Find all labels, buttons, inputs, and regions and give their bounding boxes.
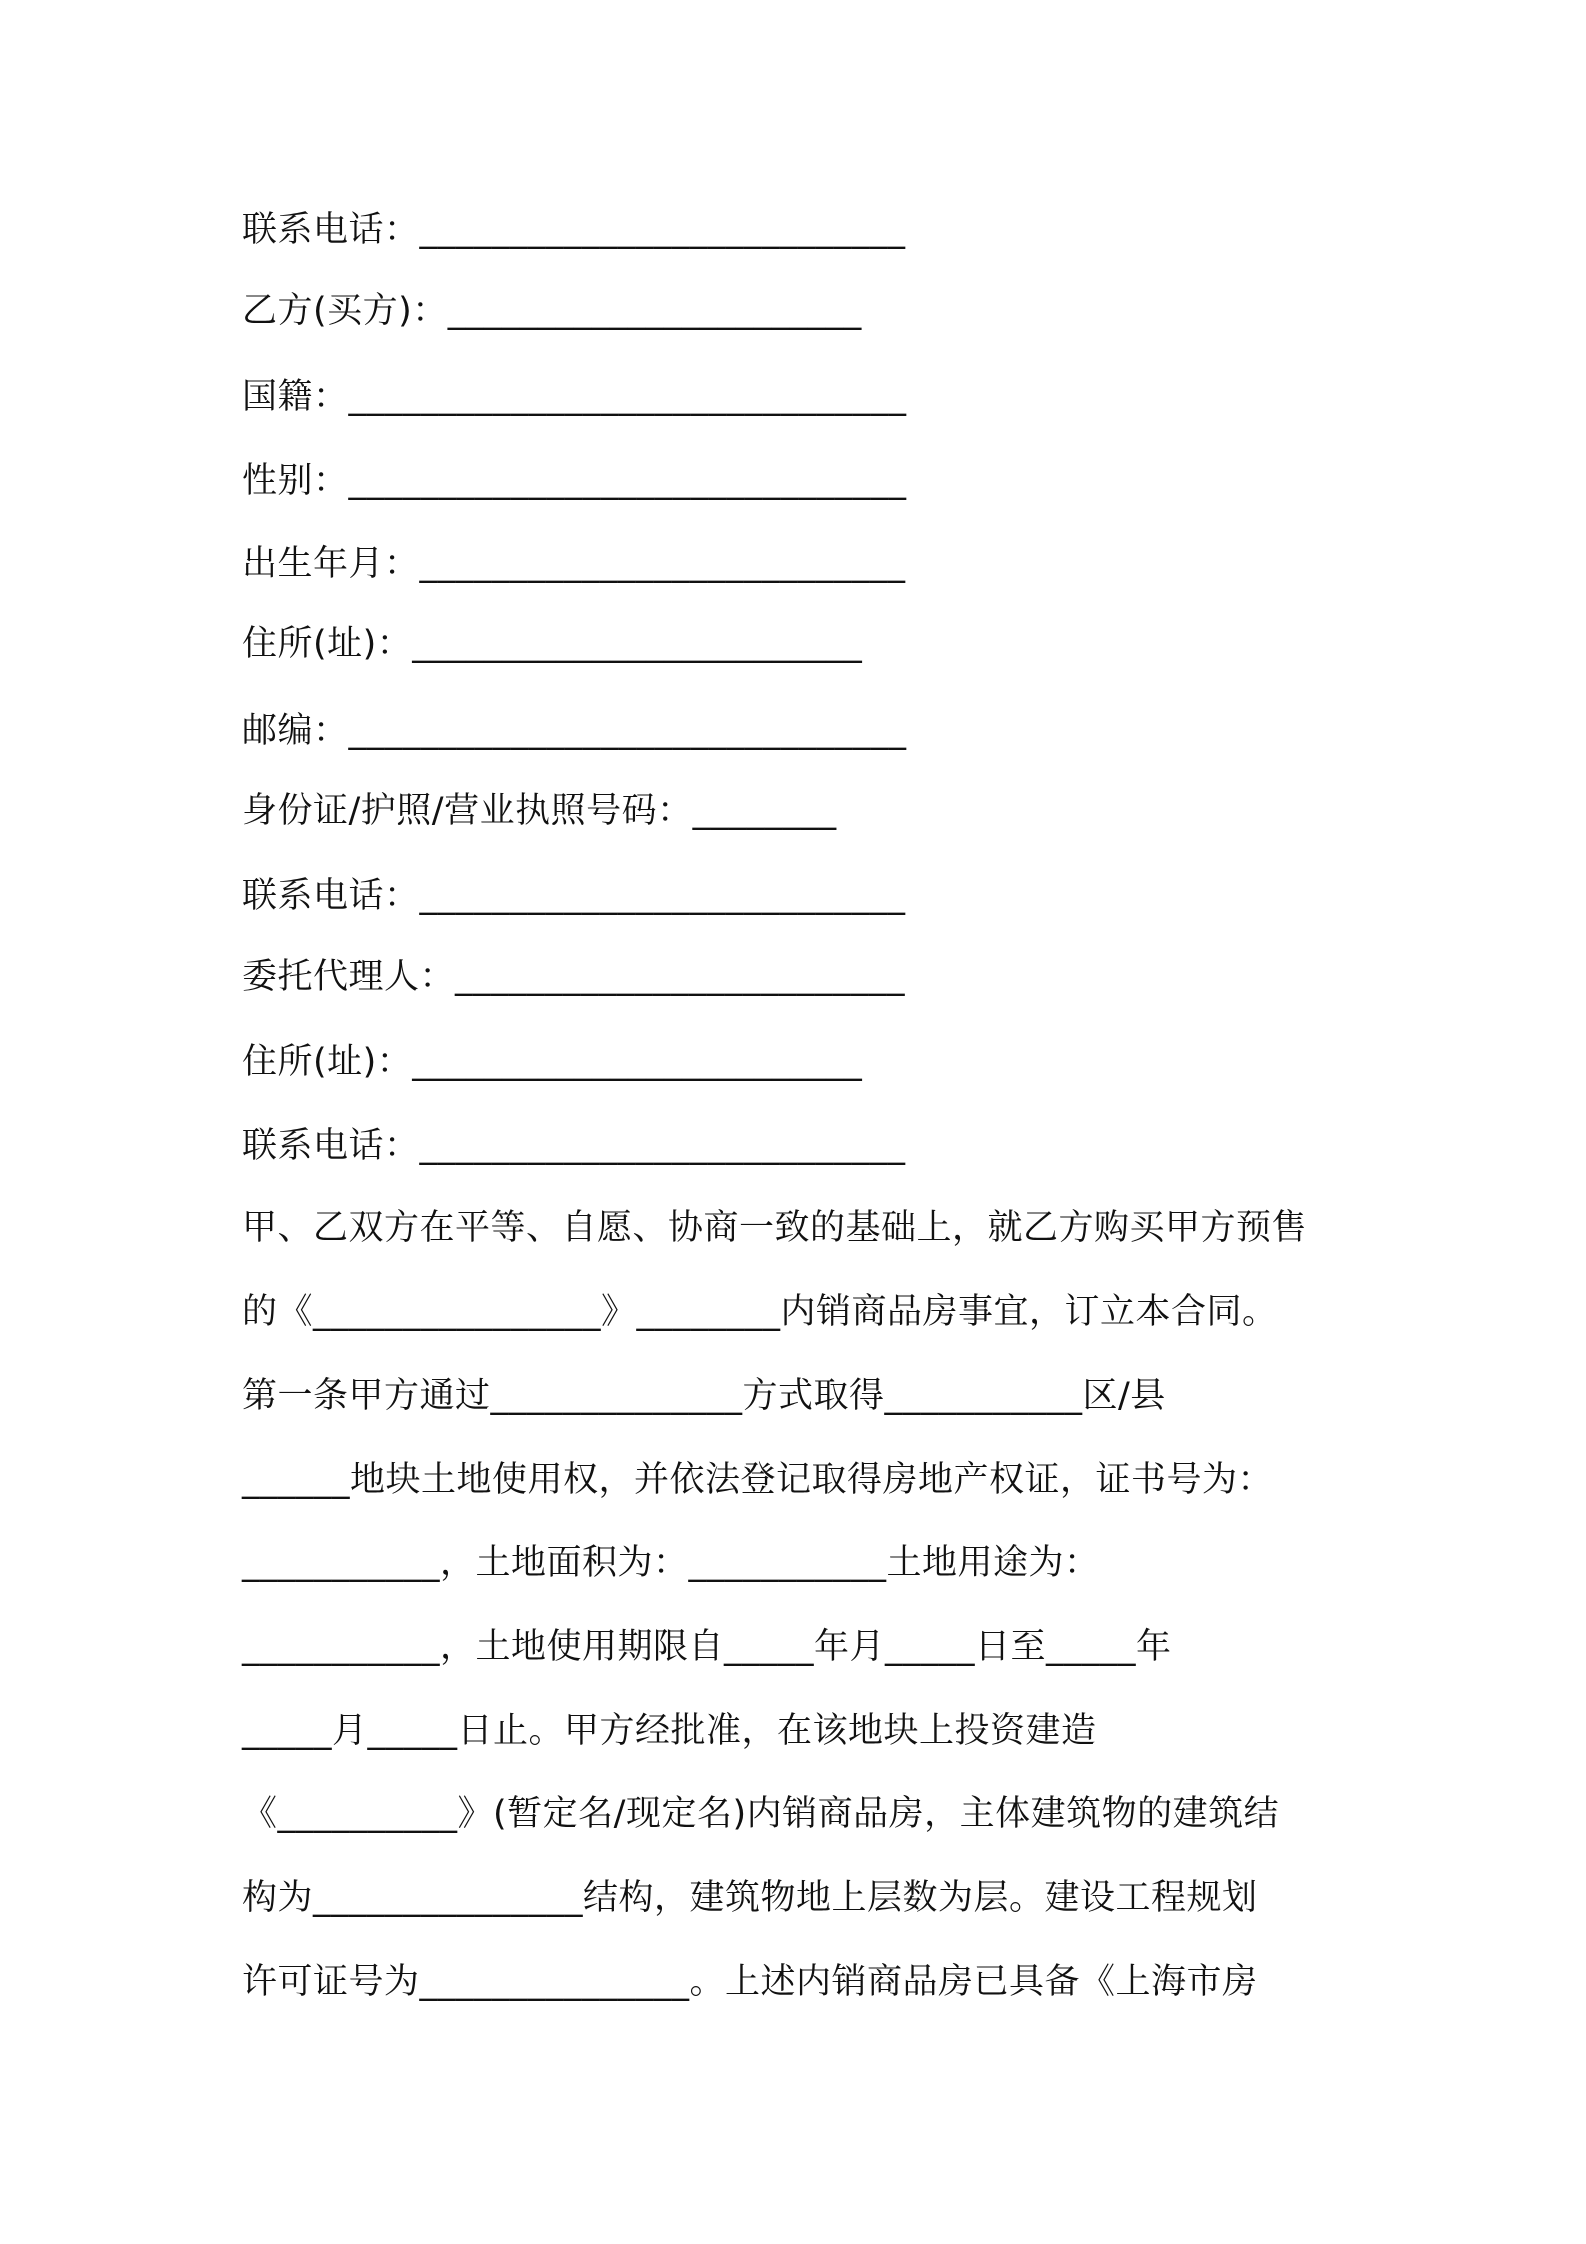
- article-one-line-6: 《__________》(暂定名/现定名)内销商品房，主体建筑物的建筑结: [242, 1794, 1280, 1834]
- article-one-line-8: 许可证号为_______________。上述内销商品房已具备《上海市房: [242, 1962, 1258, 2002]
- article-one-line-4: ___________，土地使用期限自_____年月_____日至_____年: [242, 1627, 1172, 1667]
- nationality-line: 国籍：_______________________________: [242, 377, 907, 417]
- agent-address-line: 住所(址)：_________________________: [242, 1042, 863, 1082]
- intro-paragraph-line-2: 的《________________》________内销商品房事宜，订立本合同。: [242, 1292, 1278, 1332]
- article-one-line-5: _____月_____日止。甲方经批准，在该地块上投资建造: [242, 1711, 1097, 1751]
- buyer-contact-phone-line: 联系电话：___________________________: [242, 210, 906, 250]
- agent-contact-phone-line: 联系电话：___________________________: [242, 1126, 906, 1166]
- id-number-line: 身份证/护照/营业执照号码：________: [242, 791, 837, 831]
- postcode-line: 邮编：_______________________________: [242, 711, 907, 751]
- article-one-line-3: ___________，土地面积为：___________土地用途为：: [242, 1543, 1100, 1583]
- agent-line: 委托代理人：_________________________: [242, 957, 906, 997]
- address-line: 住所(址)：_________________________: [242, 624, 863, 664]
- party-b-buyer-line: 乙方(买方)：_______________________: [242, 291, 862, 331]
- gender-line: 性别：_______________________________: [242, 461, 907, 501]
- article-one-line-2: ______地块土地使用权，并依法登记取得房地产权证，证书号为：: [242, 1460, 1274, 1500]
- article-one-line-7: 构为_______________结构，建筑物地上层数为层。建设工程规划: [242, 1878, 1258, 1918]
- birth-date-line: 出生年月：___________________________: [242, 544, 906, 584]
- contact-phone-line: 联系电话：___________________________: [242, 876, 906, 916]
- intro-paragraph-line-1: 甲、乙双方在平等、自愿、协商一致的基础上，就乙方购买甲方预售: [242, 1208, 1308, 1248]
- article-one-line-1: 第一条甲方通过______________方式取得___________区/县: [242, 1376, 1166, 1416]
